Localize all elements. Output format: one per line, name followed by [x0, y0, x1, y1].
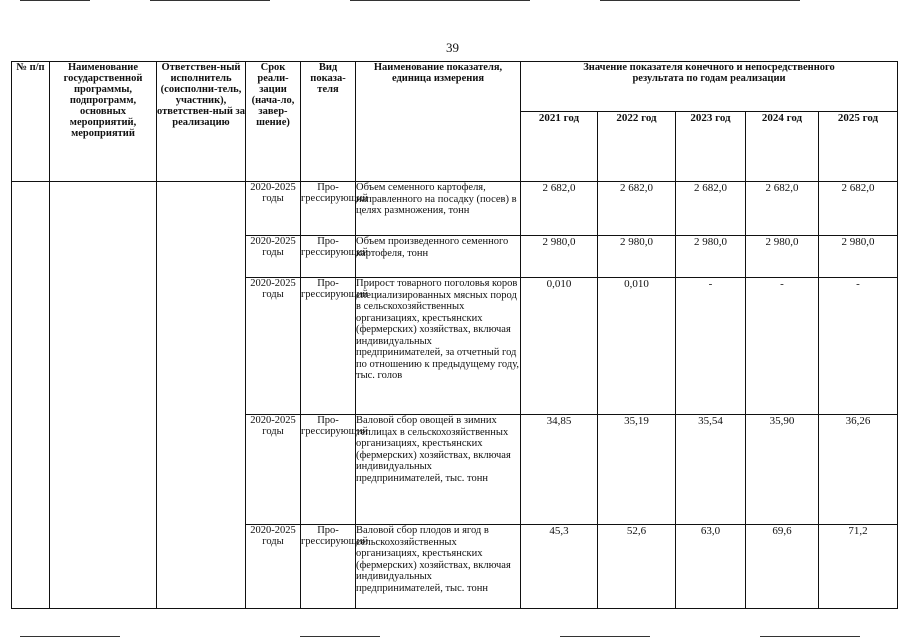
cell-value: 35,54: [676, 415, 746, 525]
header-year: 2024 год: [746, 112, 819, 182]
cell-value: 2 980,0: [598, 236, 676, 278]
cell-value: 52,6: [598, 525, 676, 609]
cell-value: 2 980,0: [746, 236, 819, 278]
cell-kind: Про-грессирующий: [301, 415, 356, 525]
indicator-table: [11, 61, 898, 609]
cell-value: -: [676, 278, 746, 415]
cell-value: 35,90: [746, 415, 819, 525]
cell-value: 2 980,0: [521, 236, 598, 278]
cell-indicator-name: Валовой сбор овощей в зимних теплицах в сельскохозяйственных организациях, крестьянских (фермерских) хозяйствах, включая индивидуальных предпринимателей, тыс. тонн: [356, 415, 521, 525]
scan-mark: [760, 636, 860, 637]
page-number: 39: [446, 40, 459, 55]
cell-value: -: [746, 278, 819, 415]
cell-value: 45,3: [521, 525, 598, 609]
cell-indicator-name: Объем семенного картофеля, направленного на посадку (посев) в целях размножения, тонн: [356, 182, 521, 236]
scan-mark: [150, 0, 270, 1]
header-executor: Ответствен-ный исполнитель (соисполни-тель, участник), ответствен-ный за реализацию: [157, 62, 246, 182]
header-kind: Вид показа-теля: [301, 62, 356, 182]
cell-executor: [157, 182, 246, 609]
cell-value: 0,010: [521, 278, 598, 415]
header-num: № п/п: [12, 62, 50, 182]
scan-mark: [300, 636, 380, 637]
cell-term: 2020-2025 годы: [246, 236, 301, 278]
cell-value: 36,26: [819, 415, 898, 525]
cell-value: -: [819, 278, 898, 415]
cell-value: 2 682,0: [521, 182, 598, 236]
cell-value: 71,2: [819, 525, 898, 609]
cell-indicator-name: Объем произведенного семенного картофеля, тонн: [356, 236, 521, 278]
scan-mark: [350, 0, 530, 1]
cell-value: 35,19: [598, 415, 676, 525]
cell-term: 2020-2025 годы: [246, 415, 301, 525]
cell-value: 0,010: [598, 278, 676, 415]
header-year: 2022 год: [598, 112, 676, 182]
cell-program: [50, 182, 157, 609]
header-indicator: Наименование показателя, единица измерения: [356, 62, 521, 182]
cell-indicator-name: Валовой сбор плодов и ягод в сельскохозяйственных организациях, крестьянских (фермерских) хозяйствах, включая индивидуальных предпринимателей, тыс. тонн: [356, 525, 521, 609]
cell-term: 2020-2025 годы: [246, 278, 301, 415]
scan-mark: [600, 0, 800, 1]
header-year: 2023 год: [676, 112, 746, 182]
cell-value: 2 980,0: [676, 236, 746, 278]
cell-value: 63,0: [676, 525, 746, 609]
cell-value: 2 682,0: [598, 182, 676, 236]
cell-num: [12, 182, 50, 609]
table-row: [12, 182, 898, 236]
cell-value: 2 980,0: [819, 236, 898, 278]
cell-value: 2 682,0: [676, 182, 746, 236]
cell-term: 2020-2025 годы: [246, 525, 301, 609]
cell-value: 34,85: [521, 415, 598, 525]
scan-mark: [20, 636, 120, 637]
cell-value: 2 682,0: [819, 182, 898, 236]
header-program: Наименование государственной программы, подпрограмм, основных мероприятий, мероприятий: [50, 62, 157, 182]
cell-indicator-name: Прирост товарного поголовья коров специализированных мясных пород в сельскохозяйственных организациях, крестьянских (фермерских) хозяйствах, включая индивидуальных предпринимателей, за отчетный год по отношению к предыдущему году, тыс. голов: [356, 278, 521, 415]
cell-value: 69,6: [746, 525, 819, 609]
header-year: 2021 год: [521, 112, 598, 182]
cell-value: 2 682,0: [746, 182, 819, 236]
scan-mark: [560, 636, 650, 637]
header-term: Срок реали-зации (нача-ло, завер-шение): [246, 62, 301, 182]
cell-kind: Про-грессирующий: [301, 525, 356, 609]
cell-kind: Про-грессирующий: [301, 182, 356, 236]
cell-kind: Про-грессирующий: [301, 278, 356, 415]
header-year: 2025 год: [819, 112, 898, 182]
header-values-group: Значение показателя конечного и непосредственного результата по годам реализации: [521, 62, 898, 112]
cell-term: 2020-2025 годы: [246, 182, 301, 236]
cell-kind: Про-грессирующий: [301, 236, 356, 278]
scan-mark: [20, 0, 90, 1]
